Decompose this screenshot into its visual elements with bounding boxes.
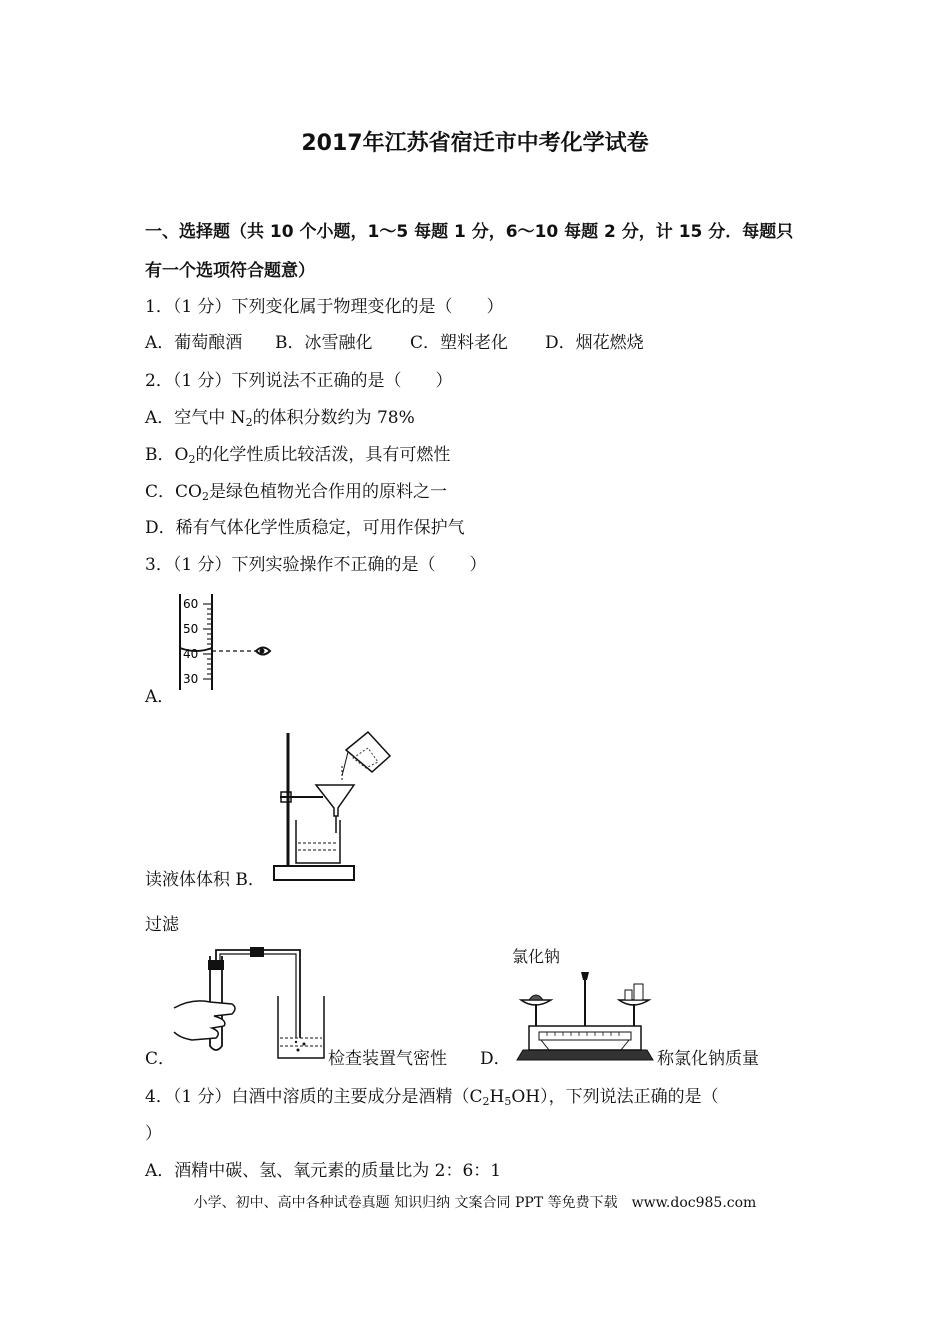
q1-option-c: C．塑料老化 bbox=[410, 333, 509, 353]
q2-stem: 2．（1 分）下列说法不正确的是（ ） bbox=[145, 371, 453, 391]
q1-option-a: A．葡萄酿酒 bbox=[145, 333, 243, 353]
tick-60: 60 bbox=[183, 597, 199, 611]
q3-option-c-label: C． bbox=[145, 1049, 176, 1069]
q3-option-a-label: A． bbox=[145, 687, 175, 707]
tick-40: 40 bbox=[183, 647, 199, 661]
q2-option-a: A．空气中 $N_2$的体积分数约为 78% bbox=[145, 408, 415, 429]
balance-sample-label: 氯化钠 bbox=[512, 947, 561, 966]
q3-option-d-caption: 称氯化钠质量 bbox=[657, 1049, 759, 1069]
q3-stem: 3．（1 分）下列实验操作不正确的是（ ） bbox=[145, 555, 487, 575]
q1-option-d: D．烟花燃烧 bbox=[545, 333, 644, 353]
q2-option-d: D．稀有气体化学性质稳定，可用作保护气 bbox=[145, 518, 465, 538]
section-heading-line2: 有一个选项符合题意） bbox=[145, 261, 315, 281]
q4-stem: 4．（1 分）白酒中溶质的主要成分是酒精$(C_2H_5OH)$，下列说法正确的是（ bbox=[145, 1087, 719, 1108]
tick-30: 30 bbox=[183, 672, 199, 686]
q2-option-c: C．$CO_2$是绿色植物光合作用的原料之一 bbox=[145, 482, 447, 503]
q3-option-c-caption: 检查装置气密性 bbox=[328, 1049, 447, 1069]
airtightness-figure bbox=[172, 946, 332, 1064]
filtration-figure bbox=[268, 728, 398, 883]
q3-option-a-caption-b-label: 读液体体积 B． bbox=[145, 870, 265, 890]
q4-option-a: A．酒精中碳、氢、氧元素的质量比为 2：6：1 bbox=[145, 1161, 502, 1181]
q1-option-b: B．冰雪融化 bbox=[275, 333, 373, 353]
q4-stem-line2: ） bbox=[145, 1124, 162, 1144]
q2-option-b: B．$O_2$的化学性质比较活泼，具有可燃性 bbox=[145, 445, 451, 466]
q3-option-d-label: D． bbox=[480, 1049, 511, 1069]
q3-option-b-caption: 过滤 bbox=[145, 915, 179, 935]
tick-50: 50 bbox=[183, 622, 199, 636]
q1-options bbox=[145, 328, 845, 352]
balance-figure bbox=[515, 966, 655, 1062]
cylinder-figure bbox=[170, 592, 280, 692]
page-footer: 小学、初中、高中各种试卷真题 知识归纳 文案合同 PPT 等免费下载 www.doc985.com bbox=[193, 1195, 757, 1211]
page-title: 2017年江苏省宿迁市中考化学试卷 bbox=[301, 131, 649, 156]
section-heading-line1: 一、选择题（共 10 个小题，1～5 每题 1 分，6～10 每题 2 分，计 15 分．每题只 bbox=[145, 222, 794, 242]
eye-icon bbox=[256, 648, 270, 655]
q1-stem: 1．（1 分）下列变化属于物理变化的是（ ） bbox=[145, 297, 504, 317]
